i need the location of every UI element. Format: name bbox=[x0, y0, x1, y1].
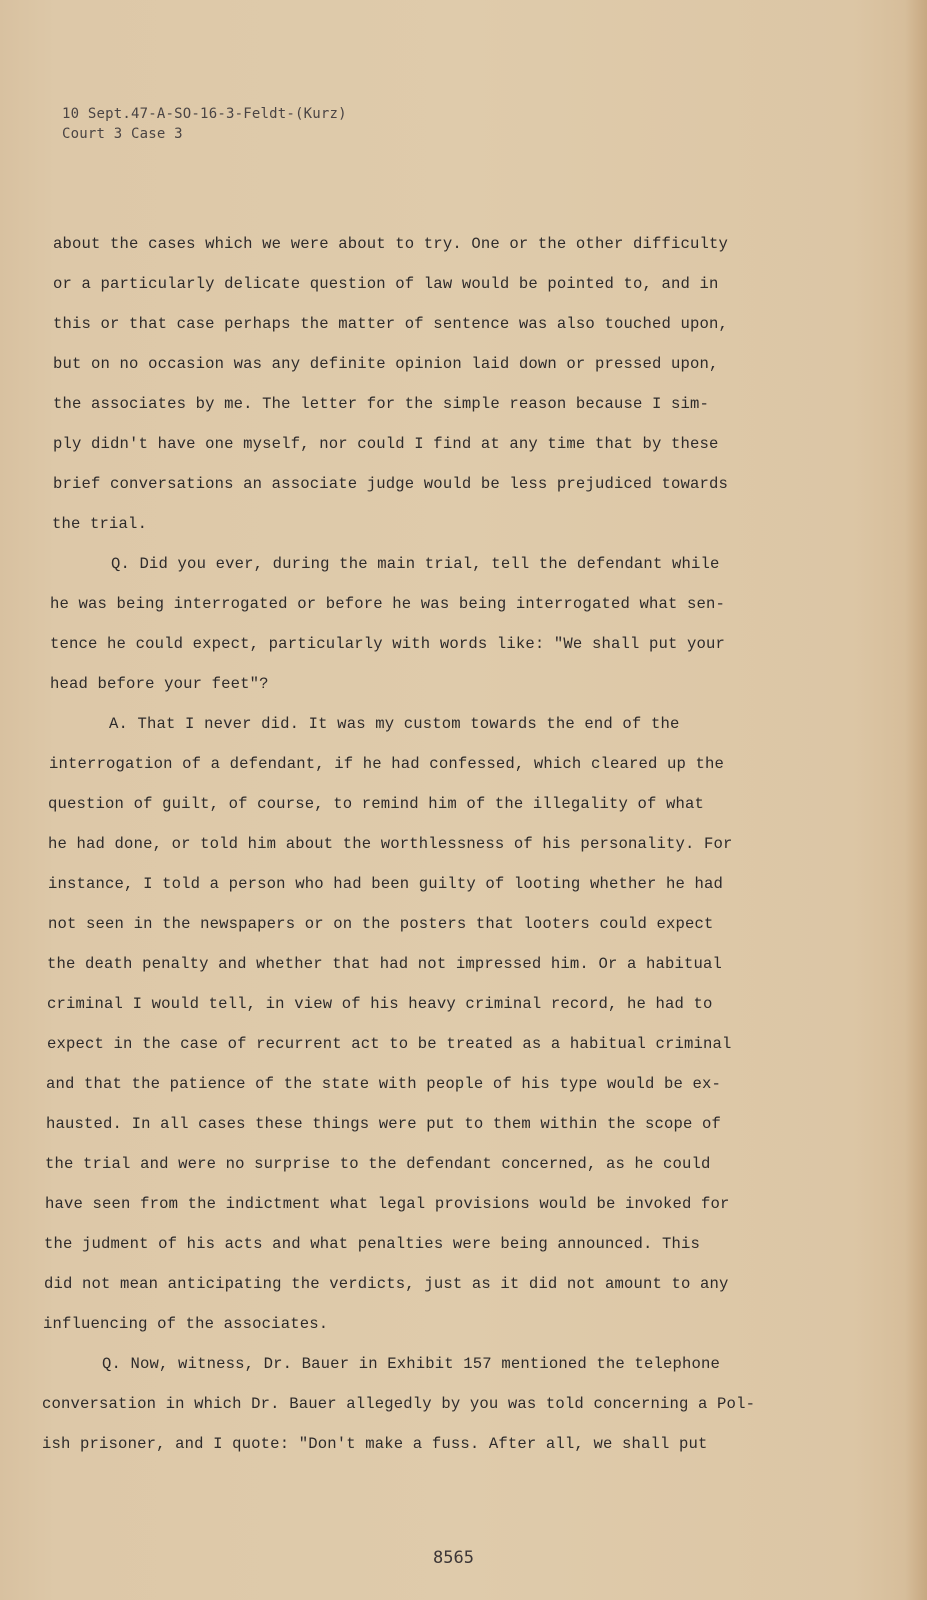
transcript-body bbox=[40, 224, 810, 1464]
text-line: expect in the case of recurrent act to be treated as a habitual criminal bbox=[47, 1035, 732, 1053]
text-line: the death penalty and whether that had not impressed him. Or a habitual bbox=[47, 955, 723, 973]
text-line: A. That I never did. It was my custom towards the end of the bbox=[109, 715, 680, 733]
text-line: ply didn't have one myself, nor could I find at any time that by these bbox=[53, 435, 719, 453]
page-number: 8565 bbox=[433, 1548, 474, 1568]
text-line: did not mean anticipating the verdicts, just as it did not amount to any bbox=[44, 1275, 729, 1293]
text-line: interrogation of a defendant, if he had confessed, which cleared up the bbox=[49, 755, 725, 773]
text-line: the associates by me. The letter for the simple reason because I sim- bbox=[53, 395, 710, 413]
text-line: or a particularly delicate question of law would be pointed to, and in bbox=[53, 275, 719, 293]
text-line: he had done, or told him about the worthlessness of his personality. For bbox=[48, 835, 733, 853]
text-line: head before your feet"? bbox=[50, 675, 269, 693]
text-line: about the cases which we were about to try. One or the other difficulty bbox=[53, 235, 729, 253]
text-line: hausted. In all cases these things were put to them within the scope of bbox=[46, 1115, 722, 1133]
text-line: and that the patience of the state with people of his type would be ex- bbox=[46, 1075, 722, 1093]
text-line: the trial. bbox=[52, 515, 148, 533]
text-line: brief conversations an associate judge would be less prejudiced towards bbox=[53, 475, 729, 493]
text-line: he was being interrogated or before he was being interrogated what sen- bbox=[50, 595, 726, 613]
text-line: the judment of his acts and what penalties were being announced. This bbox=[44, 1235, 701, 1253]
text-line: conversation in which Dr. Bauer allegedly by you was told concerning a Pol- bbox=[42, 1395, 756, 1413]
text-line: question of guilt, of course, to remind him of the illegality of what bbox=[48, 795, 705, 813]
text-line: criminal I would tell, in view of his heavy criminal record, he had to bbox=[47, 995, 713, 1013]
document-header bbox=[62, 104, 347, 144]
text-line: Q. Did you ever, during the main trial, tell the defendant while bbox=[111, 555, 720, 573]
text-line: ish prisoner, and I quote: "Don't make a fuss. After all, we shall put bbox=[42, 1435, 708, 1453]
text-line: but on no occasion was any definite opinion laid down or pressed upon, bbox=[53, 355, 719, 373]
text-line: instance, I told a person who had been guilty of looting whether he had bbox=[48, 875, 724, 893]
header-court-case: Court 3 Case 3 bbox=[62, 126, 183, 142]
text-line: Q. Now, witness, Dr. Bauer in Exhibit 157 mentioned the telephone bbox=[102, 1355, 721, 1373]
text-line: this or that case perhaps the matter of sentence was also touched upon, bbox=[53, 315, 729, 333]
text-line: not seen in the newspapers or on the posters that looters could expect bbox=[48, 915, 714, 933]
header-reference: 10 Sept.47-A-SO-16-3-Feldt-(Kurz) bbox=[62, 106, 347, 122]
text-line: the trial and were no surprise to the defendant concerned, as he could bbox=[45, 1155, 711, 1173]
text-line: tence he could expect, particularly with words like: "We shall put your bbox=[50, 635, 726, 653]
text-line: have seen from the indictment what legal provisions would be invoked for bbox=[45, 1195, 730, 1213]
text-line: influencing of the associates. bbox=[43, 1315, 329, 1333]
page-number-container bbox=[0, 1548, 927, 1568]
